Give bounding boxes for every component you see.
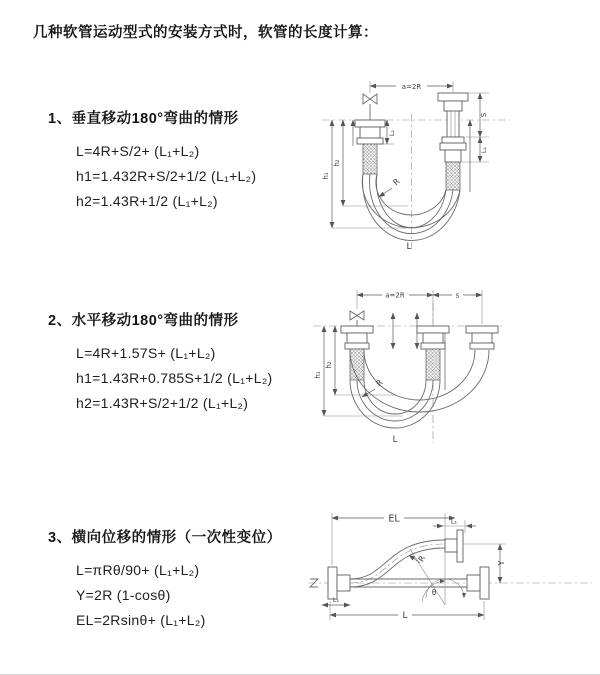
section-heading: 1、垂直移动180°弯曲的情形 (48, 111, 239, 127)
radius-callout (379, 188, 392, 197)
label-theta: θ (431, 588, 437, 597)
label-s: S (480, 112, 488, 118)
curved-hose (350, 540, 445, 587)
section-vertical-movement (48, 107, 256, 210)
formula-block (76, 345, 273, 412)
hose-u-bend (362, 174, 460, 241)
label-h1: h₁ (322, 172, 330, 180)
formula-line: L=4R+1.57S+ (L₁+L₂) (76, 345, 216, 361)
left-pipe-fitting (355, 120, 385, 174)
formula-line: Y=2R (1-cosθ) (76, 587, 171, 603)
dimension-lines (332, 81, 489, 228)
centerlines (313, 303, 505, 443)
label-l: L (392, 435, 398, 445)
section-heading: 2、水平移动180°弯曲的情形 (48, 313, 239, 329)
label-h2: h₂ (325, 361, 333, 369)
right-pipe-fitting (438, 93, 468, 190)
section-heading: 3、横向位移的情形（一次性变位） (48, 530, 282, 546)
formula-block (76, 143, 256, 210)
formula-line: L=4R+S/2+ (L₁+L₂) (76, 143, 200, 159)
top-flange (445, 530, 463, 562)
page-title: 几种软管运动型式的安装方式时，软管的长度计算： (33, 25, 378, 41)
label-l: L (406, 242, 412, 252)
label-r: R (391, 176, 402, 188)
label-r: R (416, 554, 428, 564)
label-el: EL (388, 513, 400, 525)
formula-line: h1=1.432R+S/2+1/2 (L₁+L₂) (76, 168, 257, 184)
label-y: Y (497, 560, 506, 566)
formula-line: L=πRθ/90+ (L₁+L₂) (76, 562, 200, 578)
diagram-lateral-displacement (300, 503, 600, 653)
dimension-lines (322, 513, 506, 620)
section-lateral-displacement (48, 526, 282, 629)
right-pipe-fitting (466, 326, 498, 349)
section-horizontal-movement (48, 309, 273, 412)
formula-line: h2=1.43R+S/2+1/2 (L₁+L₂) (76, 395, 249, 411)
valve-symbol (350, 311, 364, 326)
diagram-vertical-180-bend (308, 68, 600, 266)
label-h1: h₁ (314, 371, 322, 379)
right-flange (467, 567, 489, 599)
formula-line: EL=2Rsinθ+ (L₁+L₂) (76, 612, 206, 628)
dimension-lines (324, 290, 482, 416)
formula-line: h2=1.43R+1/2 (L₁+L₂) (76, 193, 218, 209)
label-l1-left: L₁ (388, 129, 396, 137)
middle-pipe-fitting (417, 326, 449, 380)
valve-symbol (363, 94, 377, 120)
label-r: R (374, 377, 385, 389)
label-a2r: a=2R (401, 83, 422, 91)
diagram-horizontal-180-bend (303, 283, 600, 455)
label-l1-right: L₁ (480, 146, 488, 154)
label-l1-left: L₁ (332, 596, 340, 604)
label-h2: h₂ (333, 159, 341, 167)
label-a2r: a=2R (385, 291, 405, 300)
label-l1-top: L₁ (450, 517, 458, 526)
label-l: L (402, 611, 408, 621)
formula-block (76, 562, 282, 629)
label-s: s (455, 291, 460, 300)
left-pipe-fitting (341, 326, 373, 380)
formula-line: h1=1.43R+0.785S+1/2 (L₁+L₂) (76, 370, 273, 386)
